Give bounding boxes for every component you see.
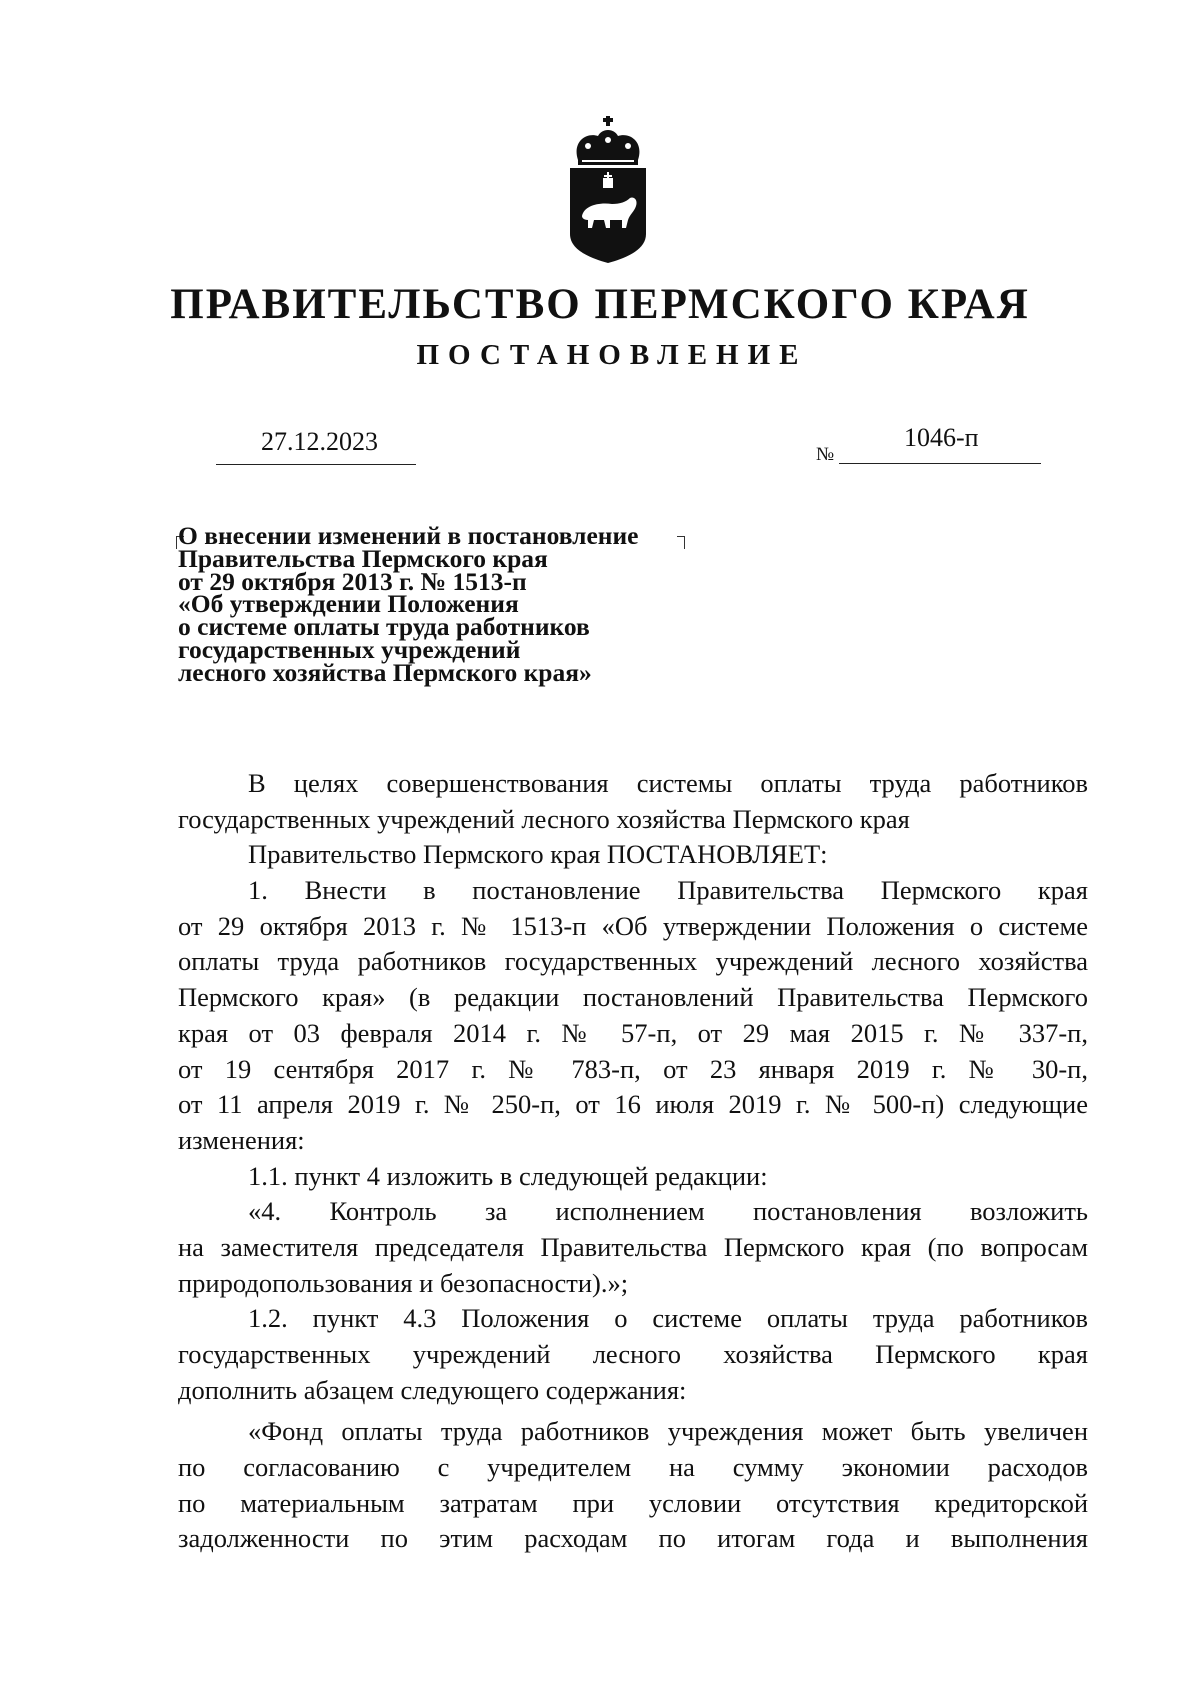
body-line: изменения: [178, 1124, 305, 1155]
subject-line: о системе оплаты труда работников [178, 612, 590, 642]
body-line: задолженности по этим расходам по итогам года и выполнения [178, 1523, 1088, 1554]
crown-icon [577, 116, 640, 165]
document-number: 1046-п [904, 423, 979, 452]
subject-line: от 29 октября 2013 г. № 1513-п [178, 566, 527, 596]
body-line: от 19 сентября 2017 г. № 783-п, от 23 января 2019 г. № 30-п, [178, 1053, 1088, 1084]
body-line: на заместителя председателя Правительства Пермского края (по вопросам [178, 1231, 1088, 1262]
body-line: «4. Контроль за исполнением постановления возложить [248, 1196, 1088, 1227]
body-line: дополнить абзацем следующего содержания: [178, 1374, 687, 1405]
subject-line: лесного хозяйства Пермского края» [178, 657, 592, 687]
subject-line: государственных учреждений [178, 634, 521, 664]
subject-line: Правительства Пермского края [178, 543, 548, 573]
coat-of-arms-emblem [564, 116, 652, 264]
body-line: В целях совершенствования системы оплаты труда работников [248, 768, 1088, 798]
body-line: 1.2. пункт 4.3 Положения о системе оплаты труда работников [248, 1303, 1088, 1334]
body-line: по согласованию с учредителем на сумму экономии расходов [178, 1452, 1088, 1483]
government-title: ПРАВИТЕЛЬСТВО ПЕРМСКОГО КРАЯ [170, 281, 1030, 328]
document-subject [178, 521, 698, 687]
number-underline [839, 463, 1041, 464]
date-underline [216, 464, 416, 465]
number-sign: № [816, 444, 835, 465]
body-line: оплаты труда работников государственных учреждений лесного хозяйства [178, 946, 1088, 977]
body-line: по материальным затратам при условии отсутствия кредиторской [178, 1487, 1088, 1518]
body-line: природопользования и безопасности).»; [178, 1267, 629, 1298]
body-line: 1.1. пункт 4 изложить в следующей редакции: [248, 1160, 768, 1191]
body-line: 1. Внести в постановление Правительства Пермского края [248, 875, 1088, 906]
document-date: 27.12.2023 [261, 427, 378, 456]
body-line: от 11 апреля 2019 г. № 250-п, от 16 июля 2019 г. № 500-п) следующие [178, 1089, 1088, 1120]
document-body [178, 766, 1088, 1557]
body-line: от 29 октября 2013 г. № 1513-п «Об утверждении Положения о системе [178, 910, 1088, 941]
document-type-title: ПОСТАНОВЛЕНИЕ [416, 339, 808, 371]
body-line: «Фонд оплаты труда работников учреждения может быть увеличен [248, 1416, 1088, 1447]
subject-line: О внесении изменений в постановление [178, 521, 639, 550]
body-line: государственных учреждений лесного хозяйства Пермского края [178, 1339, 1088, 1369]
body-line: государственных учреждений лесного хозяйства Пермского края [178, 803, 910, 834]
subject-line: «Об утверждении Положения [178, 589, 519, 619]
body-line: края от 03 февраля 2014 г. № 57-п, от 29 мая 2015 г. № 337-п, [178, 1017, 1088, 1048]
body-line: Пермского края» (в редакции постановлений Правительства Пермского [178, 982, 1088, 1013]
body-line: Правительство Пермского края ПОСТАНОВЛЯЕТ: [248, 839, 828, 870]
